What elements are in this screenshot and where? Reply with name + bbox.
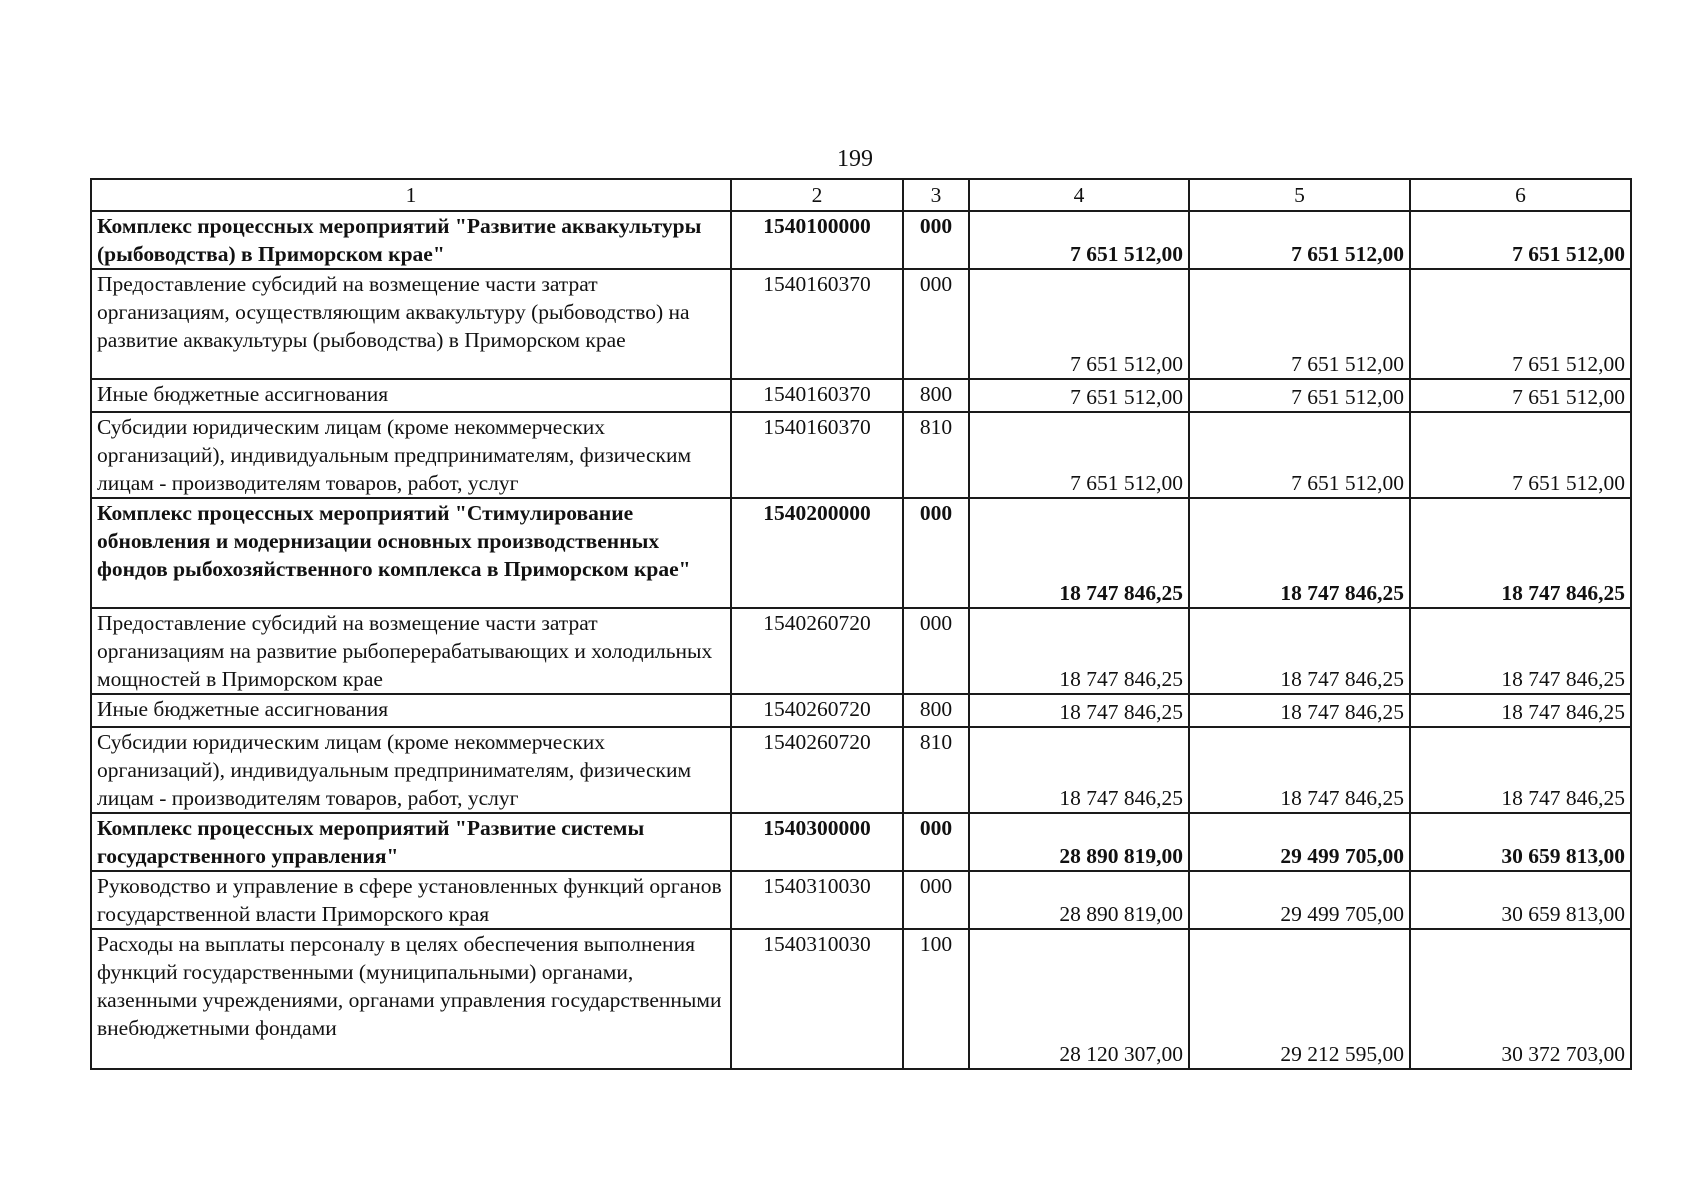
table-row (91, 498, 1631, 608)
row-expense-type: 100 (903, 929, 969, 1069)
column-header-3: 3 (903, 179, 969, 211)
row-name: Комплекс процессных мероприятий "Стимулирование обновления и модернизации основных производственных фондов рыбохозяйственного комплекса в Приморском крае" (91, 498, 731, 608)
row-name: Комплекс процессных мероприятий "Развитие системы государственного управления" (91, 813, 731, 871)
row-amount-6: 30 659 813,00 (1410, 871, 1631, 929)
row-name: Субсидии юридическим лицам (кроме некоммерческих организаций), индивидуальным предпринимателям, физическим лицам - производителям товаров, работ, услуг (91, 412, 731, 498)
table-row (91, 813, 1631, 871)
table-row (91, 412, 1631, 498)
row-amount-4: 7 651 512,00 (969, 269, 1189, 379)
row-code: 1540160370 (731, 269, 903, 379)
row-amount-5: 18 747 846,25 (1189, 694, 1410, 727)
header-row (91, 179, 1631, 211)
row-amount-6: 18 747 846,25 (1410, 608, 1631, 694)
table-row (91, 929, 1631, 1069)
row-expense-type: 810 (903, 727, 969, 813)
row-amount-4: 18 747 846,25 (969, 727, 1189, 813)
row-amount-6: 7 651 512,00 (1410, 379, 1631, 412)
row-expense-type: 810 (903, 412, 969, 498)
row-name: Иные бюджетные ассигнования (91, 694, 731, 727)
row-amount-5: 7 651 512,00 (1189, 412, 1410, 498)
row-amount-5: 7 651 512,00 (1189, 269, 1410, 379)
row-code: 1540310030 (731, 871, 903, 929)
column-header-4: 4 (969, 179, 1189, 211)
row-amount-4: 18 747 846,25 (969, 498, 1189, 608)
row-amount-6: 30 372 703,00 (1410, 929, 1631, 1069)
row-expense-type: 000 (903, 813, 969, 871)
column-header-5: 5 (1189, 179, 1410, 211)
row-amount-5: 18 747 846,25 (1189, 498, 1410, 608)
row-amount-4: 28 890 819,00 (969, 813, 1189, 871)
row-expense-type: 800 (903, 379, 969, 412)
row-name: Предоставление субсидий на возмещение части затрат организациям на развитие рыбоперерабатывающих и холодильных мощностей в Приморском крае (91, 608, 731, 694)
table-row (91, 608, 1631, 694)
row-amount-6: 7 651 512,00 (1410, 269, 1631, 379)
row-amount-5: 29 499 705,00 (1189, 871, 1410, 929)
row-expense-type: 000 (903, 269, 969, 379)
row-expense-type: 800 (903, 694, 969, 727)
column-header-6: 6 (1410, 179, 1631, 211)
row-amount-6: 18 747 846,25 (1410, 727, 1631, 813)
row-amount-5: 18 747 846,25 (1189, 608, 1410, 694)
table-body (91, 211, 1631, 1069)
table-row (91, 211, 1631, 269)
row-code: 1540300000 (731, 813, 903, 871)
row-name: Субсидии юридическим лицам (кроме некоммерческих организаций), индивидуальным предпринимателям, физическим лицам - производителям товаров, работ, услуг (91, 727, 731, 813)
row-amount-4: 7 651 512,00 (969, 379, 1189, 412)
table-row (91, 269, 1631, 379)
row-name: Расходы на выплаты персоналу в целях обеспечения выполнения функций государственными (муниципальными) органами, казенными учреждениями, органами управления государственными внебюджетными фондами (91, 929, 731, 1069)
row-code: 1540260720 (731, 727, 903, 813)
row-name: Комплекс процессных мероприятий "Развитие аквакультуры (рыбоводства) в Приморском крае" (91, 211, 731, 269)
table-header (91, 179, 1631, 211)
row-amount-5: 7 651 512,00 (1189, 211, 1410, 269)
row-code: 1540260720 (731, 694, 903, 727)
row-expense-type: 000 (903, 608, 969, 694)
budget-table (90, 178, 1632, 1070)
page-number: 199 (837, 146, 873, 172)
row-code: 1540260720 (731, 608, 903, 694)
table-row (91, 727, 1631, 813)
row-amount-4: 18 747 846,25 (969, 608, 1189, 694)
table-row (91, 379, 1631, 412)
row-amount-5: 29 212 595,00 (1189, 929, 1410, 1069)
row-amount-6: 7 651 512,00 (1410, 412, 1631, 498)
row-amount-5: 18 747 846,25 (1189, 727, 1410, 813)
table-row (91, 871, 1631, 929)
row-code: 1540310030 (731, 929, 903, 1069)
row-name: Иные бюджетные ассигнования (91, 379, 731, 412)
row-amount-4: 18 747 846,25 (969, 694, 1189, 727)
row-amount-6: 18 747 846,25 (1410, 694, 1631, 727)
row-amount-5: 7 651 512,00 (1189, 379, 1410, 412)
row-code: 1540160370 (731, 379, 903, 412)
row-code: 1540160370 (731, 412, 903, 498)
row-expense-type: 000 (903, 871, 969, 929)
row-amount-4: 28 120 307,00 (969, 929, 1189, 1069)
row-amount-5: 29 499 705,00 (1189, 813, 1410, 871)
row-expense-type: 000 (903, 498, 969, 608)
row-amount-4: 7 651 512,00 (969, 412, 1189, 498)
column-header-2: 2 (731, 179, 903, 211)
row-code: 1540200000 (731, 498, 903, 608)
row-expense-type: 000 (903, 211, 969, 269)
row-amount-6: 7 651 512,00 (1410, 211, 1631, 269)
row-name: Предоставление субсидий на возмещение части затрат организациям, осуществляющим аквакультуру (рыбоводство) на развитие аквакультуры (рыбоводства) в Приморском крае (91, 269, 731, 379)
row-amount-6: 18 747 846,25 (1410, 498, 1631, 608)
row-amount-4: 28 890 819,00 (969, 871, 1189, 929)
table-row (91, 694, 1631, 727)
row-amount-4: 7 651 512,00 (969, 211, 1189, 269)
row-name: Руководство и управление в сфере установленных функций органов государственной власти Приморского края (91, 871, 731, 929)
row-code: 1540100000 (731, 211, 903, 269)
column-header-1: 1 (91, 179, 731, 211)
row-amount-6: 30 659 813,00 (1410, 813, 1631, 871)
